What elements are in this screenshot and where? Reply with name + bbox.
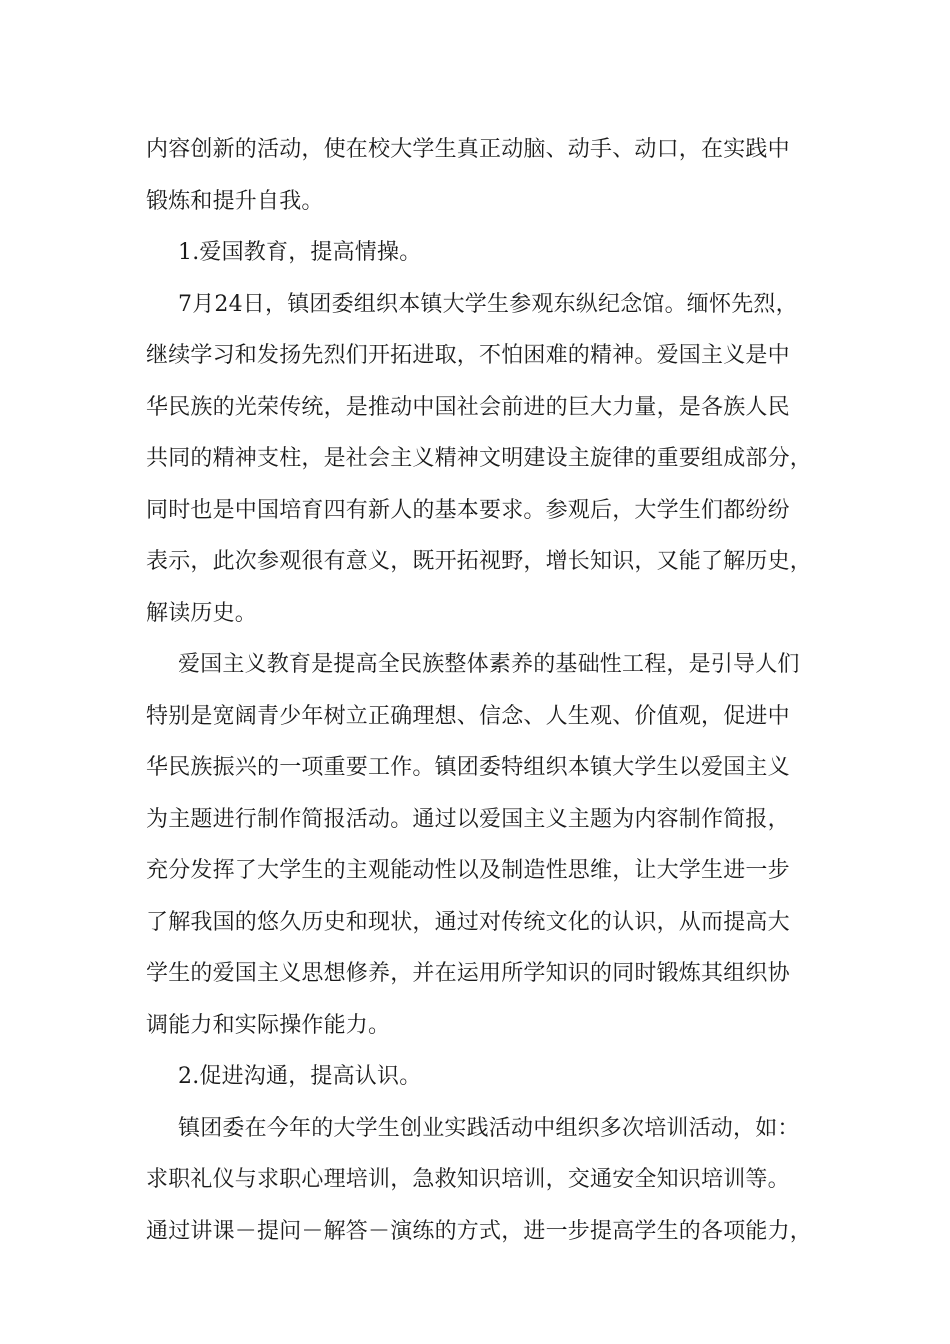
text-line: 爱国主义教育是提高全民族整体素养的基础性工程，是引导人们: [178, 652, 800, 677]
text-line: 同时也是中国培育四有新人的基本要求。参观后，大学生们都纷纷: [146, 498, 790, 523]
text-line: 锻炼和提升自我。: [146, 189, 324, 214]
text-line: 为主题进行制作简报活动。通过以爱国主义主题为内容制作简报，: [146, 807, 790, 832]
text-line: 充分发挥了大学生的主观能动性以及制造性思维，让大学生进一步: [146, 858, 790, 883]
section-heading: 1.爱国教育，提高情操。: [178, 240, 422, 265]
text-line: 表示，此次参观很有意义，既开拓视野，增长知识，又能了解历史，: [146, 549, 813, 574]
text-line: 共同的精神支柱，是社会主义精神文明建设主旋律的重要组成部分，: [146, 446, 813, 471]
text-line: 华民族振兴的一项重要工作。镇团委特组织本镇大学生以爱国主义: [146, 755, 790, 780]
text-line: 了解我国的悠久历史和现状，通过对传统文化的认识，从而提高大: [146, 910, 790, 935]
text-line: 镇团委在今年的大学生创业实践活动中组织多次培训活动，如：: [178, 1116, 800, 1141]
text-line: 华民族的光荣传统，是推动中国社会前进的巨大力量，是各族人民: [146, 395, 790, 420]
text-line: 求职礼仪与求职心理培训，急救知识培训，交通安全知识培训等。: [146, 1167, 790, 1192]
text-line: 解读历史。: [146, 601, 258, 626]
text-line: 7月24日，镇团委组织本镇大学生参观东纵纪念馆。缅怀先烈，: [178, 292, 798, 317]
text-line: 特别是宽阔青少年树立正确理想、信念、人生观、价值观，促进中: [146, 704, 790, 729]
text-line: 调能力和实际操作能力。: [146, 1013, 391, 1038]
section-heading: 2.促进沟通，提高认识。: [178, 1064, 422, 1089]
text-line: 通过讲课－提问－解答－演练的方式，进一步提高学生的各项能力，: [146, 1219, 813, 1244]
text-line: 继续学习和发扬先烈们开拓进取，不怕困难的精神。爱国主义是中: [146, 343, 790, 368]
text-line: 学生的爱国主义思想修养，并在运用所学知识的同时锻炼其组织协: [146, 961, 790, 986]
text-line: 内容创新的活动，使在校大学生真正动脑、动手、动口，在实践中: [146, 137, 790, 162]
